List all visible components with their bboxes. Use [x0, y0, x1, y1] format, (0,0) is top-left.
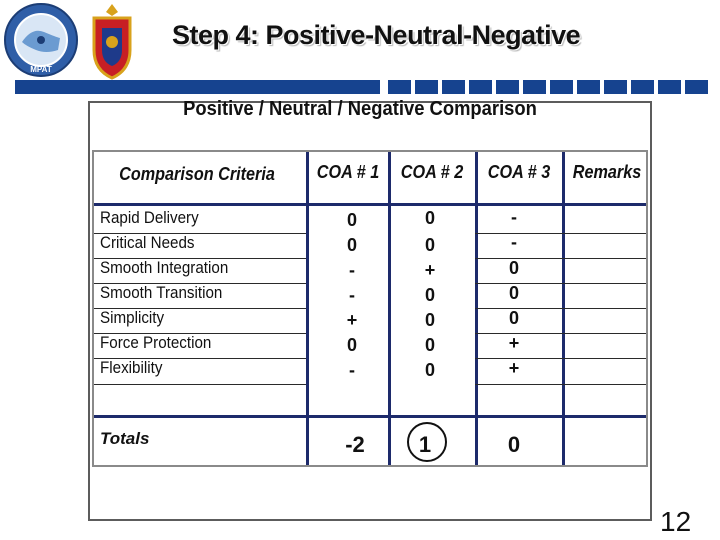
- criteria-label: Smooth Transition: [100, 284, 223, 302]
- coa-1-value: -: [349, 360, 355, 380]
- criteria-label: Force Protection: [100, 334, 212, 352]
- slide-title: Step 4: Positive-Neutral-Negative: [172, 20, 581, 50]
- coa-1-value: 0: [346, 235, 357, 255]
- coa-3-value: 0: [508, 258, 519, 278]
- seal-text: MPAT: [30, 65, 52, 74]
- round-seal-logo: [2, 2, 80, 78]
- coa-1-value: -: [349, 260, 355, 280]
- coa-3-value: -: [511, 207, 517, 227]
- page-number: 12: [660, 506, 692, 537]
- coa-2-value: 0: [424, 208, 435, 228]
- coa-3-value: -: [511, 232, 517, 252]
- column-header-coa-2: COA # 2: [400, 162, 464, 182]
- crest-logo: [86, 2, 138, 82]
- coa-1-value: 0: [346, 335, 357, 355]
- column-header-coa-1: COA # 1: [316, 162, 380, 182]
- criteria-label: Rapid Delivery: [100, 209, 199, 227]
- coa-3-value: 0: [508, 308, 519, 328]
- criteria-header: Comparison Criteria: [119, 164, 275, 184]
- coa-2-value: 0: [424, 235, 435, 255]
- criteria-label: Critical Needs: [100, 234, 195, 252]
- coa-2-value: 0: [424, 285, 435, 305]
- coa-3-value: 0: [508, 283, 519, 303]
- coa-2-value: 0: [424, 335, 435, 355]
- table-title: Positive / Neutral / Negative Comparison: [183, 98, 537, 120]
- coa-3-total: 0: [507, 432, 521, 457]
- coa-2-value: 0: [424, 360, 435, 380]
- column-header-remarks: Remarks: [572, 162, 642, 182]
- comparison-table: [92, 150, 648, 467]
- coa-1-value: 0: [346, 210, 357, 230]
- coa-2-value: +: [424, 260, 436, 280]
- criteria-label: Simplicity: [100, 309, 165, 327]
- coa-2-value: 0: [424, 310, 435, 330]
- criteria-label: Smooth Integration: [100, 259, 229, 277]
- coa-1-value: -: [349, 285, 355, 305]
- column-header-coa-3: COA # 3: [487, 162, 551, 182]
- coa-1-value: +: [346, 310, 358, 330]
- criteria-label: Flexibility: [100, 359, 163, 377]
- coa-3-value: +: [508, 358, 520, 378]
- coa-3-value: +: [508, 333, 520, 353]
- totals-label: Totals: [100, 429, 150, 448]
- coa-1-total: -2: [345, 432, 365, 457]
- coa-2-total: 1: [418, 432, 432, 457]
